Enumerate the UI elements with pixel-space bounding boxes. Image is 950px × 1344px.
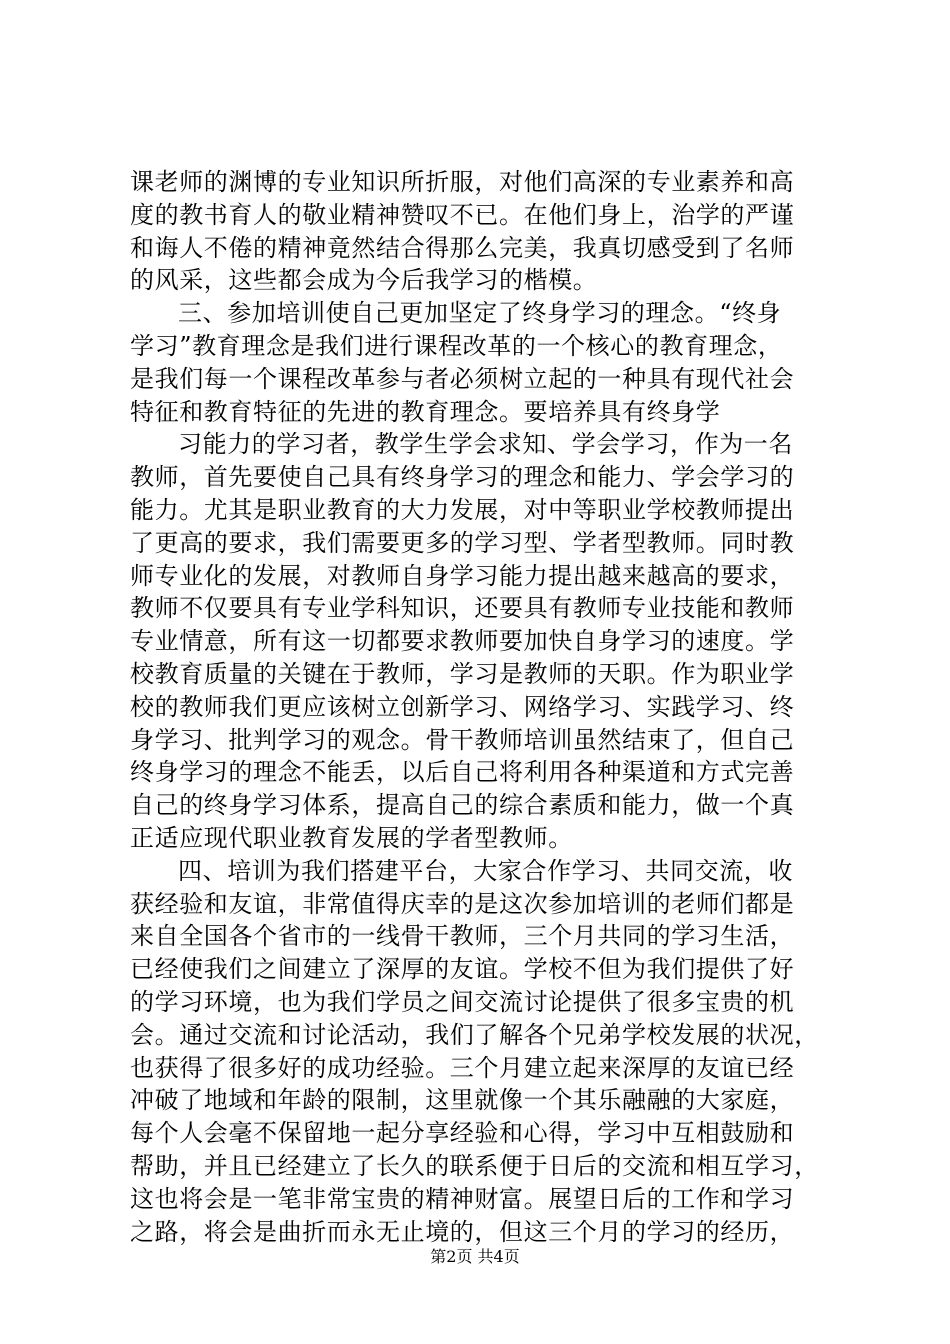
text-line: 正适应现代职业教育发展的学者型教师。 [130,823,573,852]
text-line: 教师，首先要使自己具有终身学习的理念和能力、学会学习的 [130,463,795,492]
text-line: 课老师的渊博的专业知识所折服，对他们高深的专业素养和高 [130,168,795,196]
text-line: 了更高的要求，我们需要更多的学习型、学者型教师。同时教 [130,528,795,557]
text-line: 三、参加培训使自己更加坚定了终身学习的理念。“终身 [178,299,782,328]
text-line: 专业情意，所有这一切都要求教师要加快自身学习的速度。学 [130,627,795,656]
text-line: 已经使我们之间建立了深厚的友谊。学校不但为我们提供了好 [130,955,795,984]
text-line: 校教育质量的关键在于教师，学习是教师的天职。作为职业学 [130,659,795,688]
text-line: 来自全国各个省市的一线骨干教师，三个月共同的学习生活， [130,922,795,951]
text-line: 自己的终身学习体系，提高自己的综合素质和能力，做一个真 [130,791,795,820]
text-line: 四、培训为我们搭建平台，大家合作学习、共同交流，收 [178,856,793,885]
text-line: 是我们每一个课程改革参与者必须树立起的一种具有现代社会 [130,364,795,393]
text-line: 这也将会是一笔非常宝贵的精神财富。展望日后的工作和学习 [130,1184,795,1213]
text-line: 每个人会毫不保留地一起分享经验和心得，学习中互相鼓励和 [130,1119,795,1148]
text-line: 师专业化的发展，对教师自身学习能力提出越来越高的要求， [130,561,795,590]
text-line: 度的教书育人的敬业精神赞叹不已。在他们身上，治学的严谨 [130,200,795,229]
text-line: 帮助，并且已经建立了长久的联系便于日后的交流和相互学习， [130,1151,819,1180]
text-line: 之路，将会是曲折而永无止境的，但这三个月的学习的经历， [130,1217,795,1246]
text-line: 和诲人不倦的精神竟然结合得那么完美，我真切感受到了名师 [130,233,795,262]
body-text [130,166,830,1248]
text-line: 习能力的学习者，教学生学会求知、学会学习，作为一名 [178,430,793,459]
text-line: 校的教师我们更应该树立创新学习、网络学习、实践学习、终 [130,692,795,721]
text-line: 的风采，这些都会成为今后我学习的楷模。 [130,266,598,295]
text-line: 教师不仅要具有专业学科知识，还要具有教师专业技能和教师 [130,594,795,623]
text-line: 获经验和友谊，非常值得庆幸的是这次参加培训的老师们都是 [130,889,795,918]
text-line: 能力。尤其是职业教育的大力发展，对中等职业学校教师提出 [130,495,795,524]
text-line: 的学习环境，也为我们学员之间交流讨论提供了很多宝贵的机 [130,987,795,1016]
text-line: 学习”教育理念是我们进行课程改革的一个核心的教育理念， [130,331,783,360]
text-line: 终身学习的理念不能丢，以后自己将利用各种渠道和方式完善 [130,758,795,787]
text-line: 也获得了很多好的成功经验。三个月建立起来深厚的友谊已经 [130,1053,795,1082]
text-line: 特征和教育特征的先进的教育理念。要培养具有终身学 [130,397,721,426]
text-line: 身学习、批判学习的观念。骨干教师培训虽然结束了，但自己 [130,725,795,754]
text-line: 会。通过交流和讨论活动，我们了解各个兄弟学校发展的状况， [130,1020,819,1049]
page-footer: 第2页 共4页 [430,1247,520,1266]
text-line: 冲破了地域和年龄的限制，这里就像一个其乐融融的大家庭， [130,1086,795,1115]
